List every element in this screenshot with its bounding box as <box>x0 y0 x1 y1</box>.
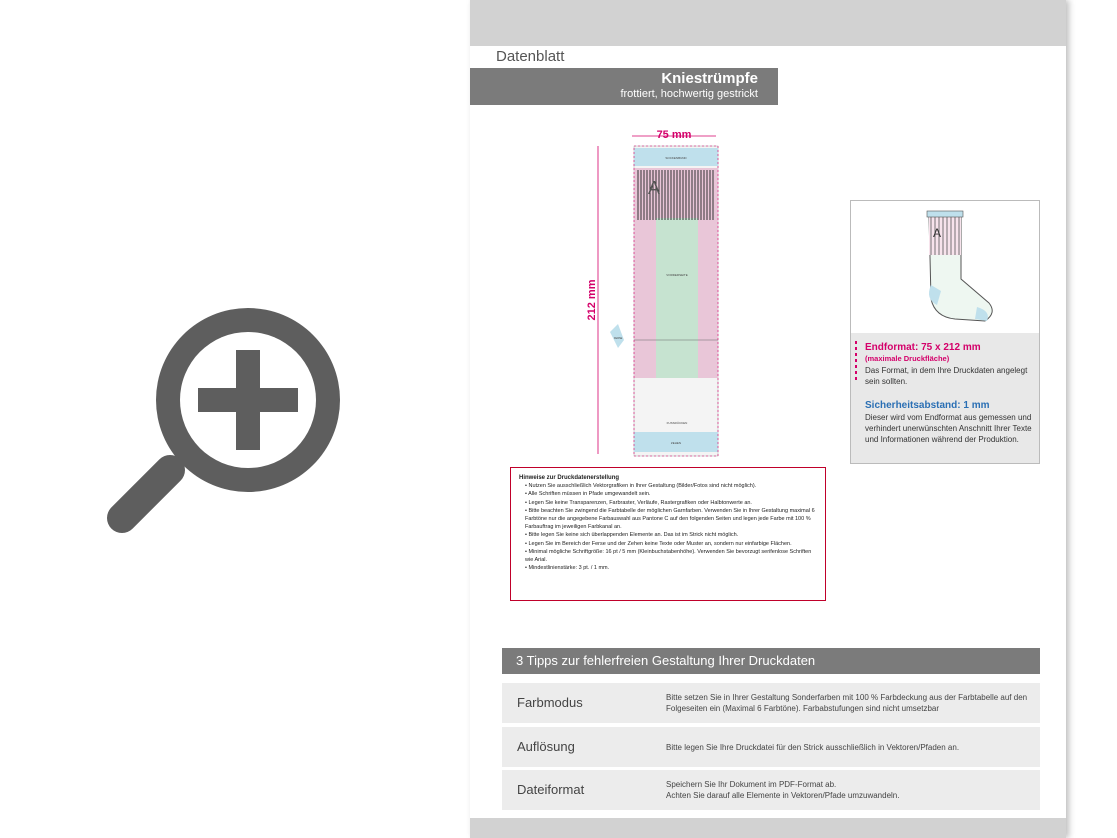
product-info-panel <box>851 333 1039 463</box>
page-bottom-band <box>470 818 1066 838</box>
product-title: Kniestrümpfe <box>661 70 758 87</box>
endformat-description: Das Format, in dem Ihre Druckdaten angelegt sein sollten. <box>865 366 1028 386</box>
vorderseite-label: VORDERSEITE <box>666 273 688 277</box>
endformat-title: Endformat: 75 x 212 mm <box>865 342 981 353</box>
print-template <box>586 126 734 462</box>
product-subtitle: frottiert, hochwertig gestrickt <box>620 88 758 100</box>
tipps-header: 3 Tipps zur fehlerfreien Gestaltung Ihrer Druckdaten <box>502 648 1040 674</box>
list-item: • Alle Schriften müssen in Pfade umgewandelt sein. <box>525 490 817 498</box>
width-label: 75 mm <box>656 129 692 141</box>
zehen-label: ZEHEN <box>670 441 682 445</box>
tipp-row-aufloesung <box>502 727 1040 767</box>
list-item: • Legen Sie keine Transparenzen, Farbraster, Verläufe, Rastergrafiken oder Halbtonwerte an. <box>525 499 817 507</box>
tipp-label: Auflösung <box>517 739 575 754</box>
list-item: • Mindestlinienstärke: 3 pt. / 1 mm. <box>525 564 817 572</box>
product-preview-box <box>850 200 1040 464</box>
zoom-in-icon[interactable] <box>100 290 360 550</box>
datasheet-page <box>470 0 1066 838</box>
tipp-text: Bitte legen Sie Ihre Druckdatei für den Strick ausschließlich in Vektoren/Pfaden an. <box>666 742 960 752</box>
endformat-subtitle: (maximale Druckfläche) <box>865 354 950 363</box>
list-item: • Bitte beachten Sie zwingend die Farbtabelle der möglichen Garnfarben. Verwenden Sie in Ihrer Gestaltung maximal 6 Farbtöne nur die angegebene Farbauswahl aus Pantone C auf den folgenden Seiten und legen jede Farbe mit 100 % Farbauftrag im jeweiligen Farbkanal an. <box>525 507 817 532</box>
tipp-text: Speichern Sie Ihr Dokument im PDF-Format ab. Achten Sie darauf alle Elemente in Vektoren/Pfade umzuwandeln. <box>666 780 900 800</box>
sicherheitsabstand-title: Sicherheitsabstand: 1 mm <box>865 400 990 411</box>
hinweise-list <box>519 482 817 572</box>
ferse-label: FERSE <box>614 337 623 340</box>
sock-letter: A <box>933 226 942 240</box>
fussruecken-label: FUSSRÜCKEN <box>666 421 688 425</box>
page-top-band <box>470 0 1066 46</box>
sockenbund-label: SOCKENBUND <box>665 156 687 160</box>
tipp-text: Bitte setzen Sie in Ihrer Gestaltung Sonderfarben mit 100 % Farbdeckung aus der Farbtabelle auf den Folgeseiten ein (Maximal 6 Farbtöne). Farbabstufungen sind nicht umsetzbar <box>666 693 1028 713</box>
height-label: 212 mm <box>586 279 598 321</box>
title-bar <box>470 68 778 105</box>
hinweise-title: Hinweise zur Druckdatenerstellung <box>519 475 620 481</box>
hinweise-box <box>510 467 826 601</box>
datenblatt-tab: Datenblatt <box>470 46 592 68</box>
list-item: • Bitte legen Sie keine sich überlappenden Elemente an. Das ist im Strick nicht möglich. <box>525 531 817 539</box>
list-item: • Nutzen Sie ausschließlich Vektorgrafiken in Ihrer Gestaltung (Bilder/Fotos sind nicht möglich). <box>525 482 817 490</box>
tipp-row-dateiformat <box>502 770 1040 810</box>
list-item: • Legen Sie im Bereich der Ferse und der Zehen keine Texte oder Muster an, sondern nur einfarbige Flächen. <box>525 540 817 548</box>
sicherheitsabstand-description: Dieser wird vom Endformat aus gemessen und verhindert unerwünschten Anschnitt Ihrer Texte und Informationen während der Produktion. <box>865 413 1032 444</box>
sock-preview <box>851 201 1039 333</box>
green-area <box>656 218 698 378</box>
letter-a: A <box>648 178 661 198</box>
list-item: • Minimal mögliche Schriftgröße: 16 pt / 5 mm (Kleinbuchstabenhöhe). Verwenden Sie bevorzugt serifenlose Schriften wie Arial. <box>525 548 817 564</box>
tipp-label: Farbmodus <box>517 695 583 710</box>
tipp-row-farbmodus <box>502 683 1040 723</box>
tipp-label: Dateiformat <box>517 782 585 797</box>
